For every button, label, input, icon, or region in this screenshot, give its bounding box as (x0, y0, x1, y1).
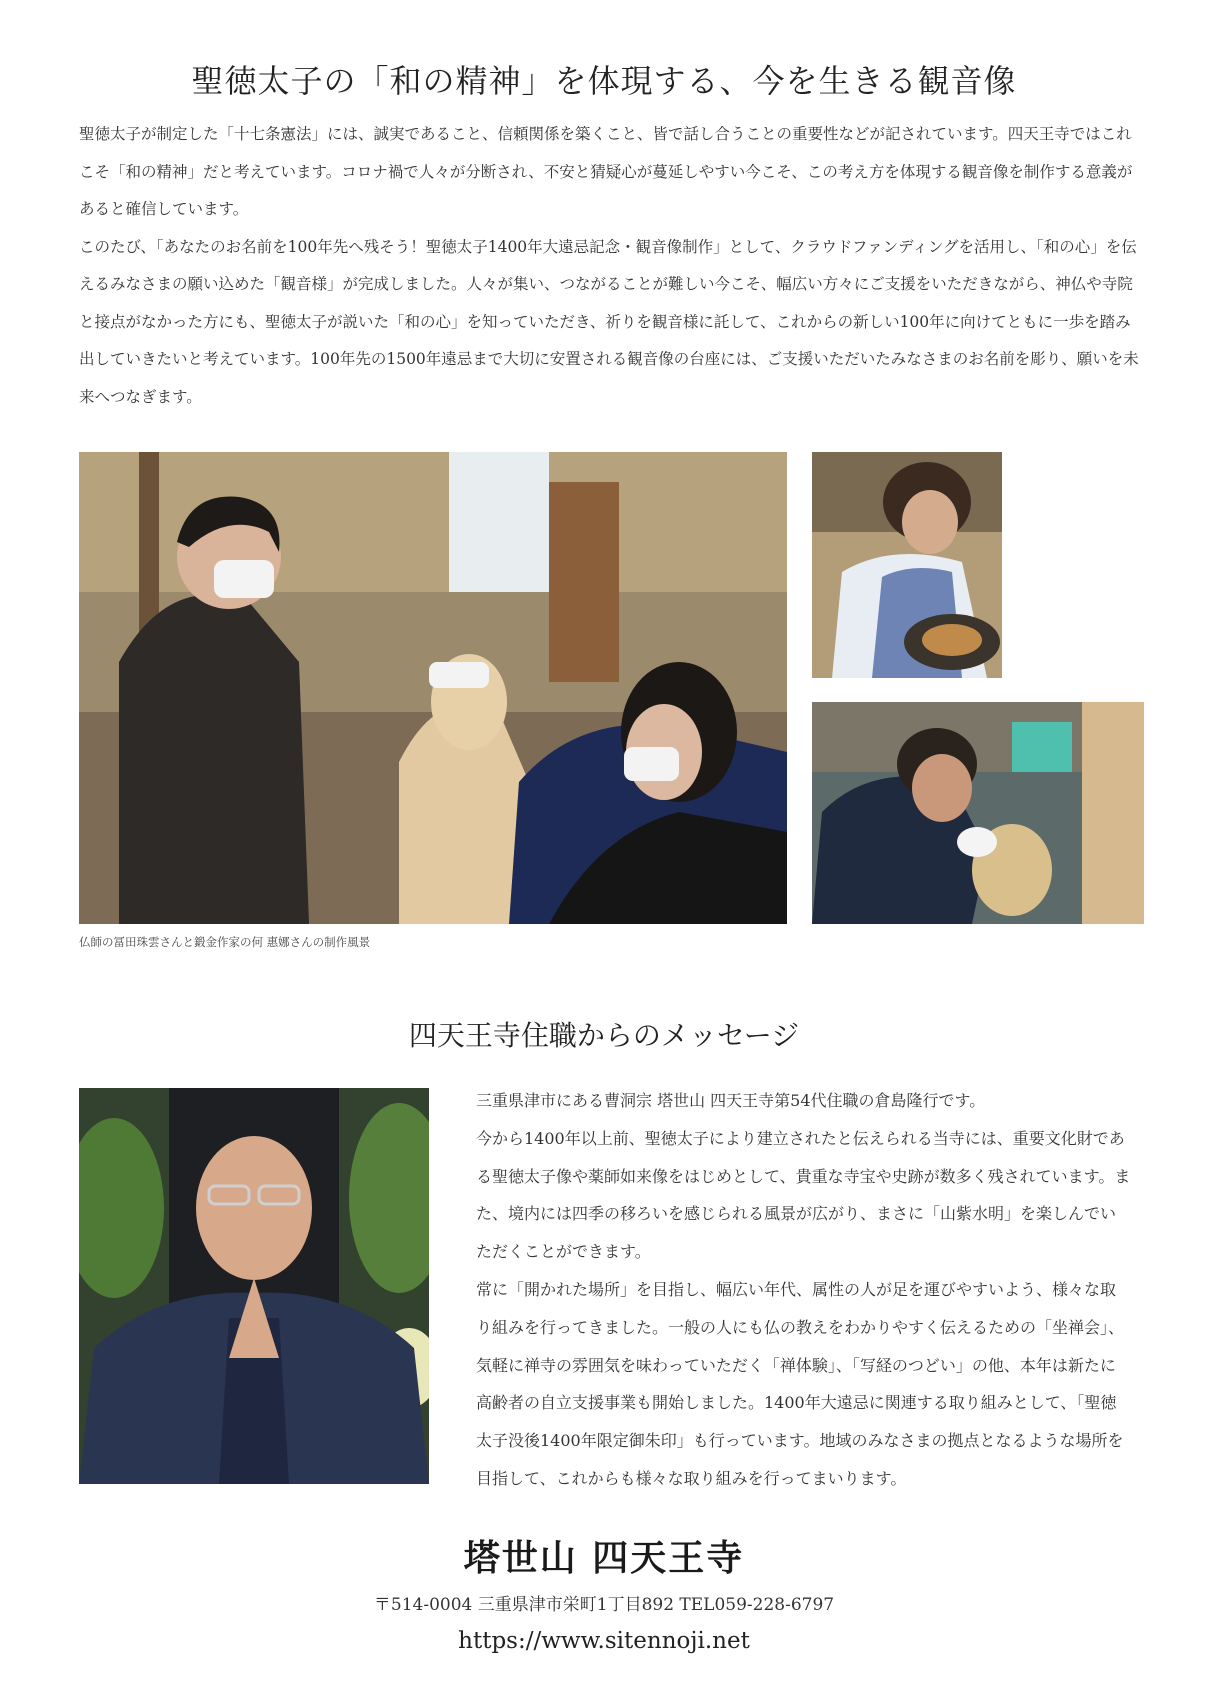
message-heading: 四天王寺住職からのメッセージ (408, 1019, 800, 1052)
photo-caption: 仏師の冨田珠雲さんと鍛金作家の何 惠娜さんの制作風景 (79, 935, 371, 949)
message-paragraph: 今から1400年以上前、聖徳太子により建立されたと伝えられる当寺には、重要文化財である聖徳太子像や薬師如来像をはじめとして、貴重な寺宝や史跡が数多く残されています。また、境内には四季の移ろいを感じられる風景が広がり、まさに「山紫水明」を楽しんでいただくことができます。 (476, 1128, 1131, 1262)
intro-paragraph: このたび、「あなたのお名前を100年先へ残そう！聖徳太子1400年大遠忌記念・観音像制作」として、クラウドファンディングを活用し、「和の心」を伝えるみなさまの願い込めた「観音様」が完成しました。人々が集い、つながることが難しい今こそ、幅広い方々にご支援をいただきながら、神仏や寺院と接点がなかった方にも、聖徳太子が説いた「和の心」を知っていただき、祈りを観音様に託して、これからの新しい100年に向けてともに一歩を踏み出していきたいと考えています。100年先の1500年遠忌まで大切に安置される観音像の台座には、ご支援いただいたみなさまのお名前を彫り、願いを未来へつなぎます。 (79, 237, 1139, 406)
intro-text (79, 116, 1139, 416)
message-paragraph: 常に「開かれた場所」を目指し、幅広い年代、属性の人が足を運びやすいよう、様々な取り組みを行ってきました。一般の人にも仏の教えをわかりやすく伝えるための「坐禅会」、気軽に禅寺の雰囲気を味わっていただく「禅体験」、「写経のつどい」の他、本年は新たに高齢者の自立支援事業も開始しました。1400年大遠忌に関連する取り組みとして、「聖徳太子没後1400年限定御朱印」も行っています。地域のみなさまの拠点となるような場所を目指して、これからも様々な取り組みを行ってまいります。 (476, 1279, 1125, 1488)
metalwork-photo (812, 452, 1002, 678)
message-paragraph: 三重県津市にある曹洞宗 塔世山 四天王寺第54代住職の倉島隆行です。 (476, 1091, 986, 1110)
website-link[interactable]: https://www.sitennoji.net (458, 1628, 750, 1654)
intro-paragraph: 聖徳太子が制定した「十七条憲法」には、誠実であること、信頼関係を築くこと、皆で話し合うことの重要性などが記されています。四天王寺ではこれこそ「和の精神」だと考えています。コロナ禍で人々が分断され、不安と猜疑心が蔓延しやすい今こそ、この考え方を体現する観音像を制作する意義があると確信しています。 (79, 125, 1133, 218)
temple-name: 塔世山 四天王寺 (463, 1537, 745, 1579)
temple-address: 〒514-0004 三重県津市栄町1丁目892 TEL059-228-6797 (373, 1595, 835, 1615)
message-text (476, 1082, 1131, 1498)
workshop-photo (79, 452, 787, 924)
carving-photo (812, 702, 1144, 924)
page-title: 聖徳太子の「和の精神」を体現する、今を生きる観音像 (191, 62, 1017, 100)
priest-portrait (79, 1088, 429, 1484)
